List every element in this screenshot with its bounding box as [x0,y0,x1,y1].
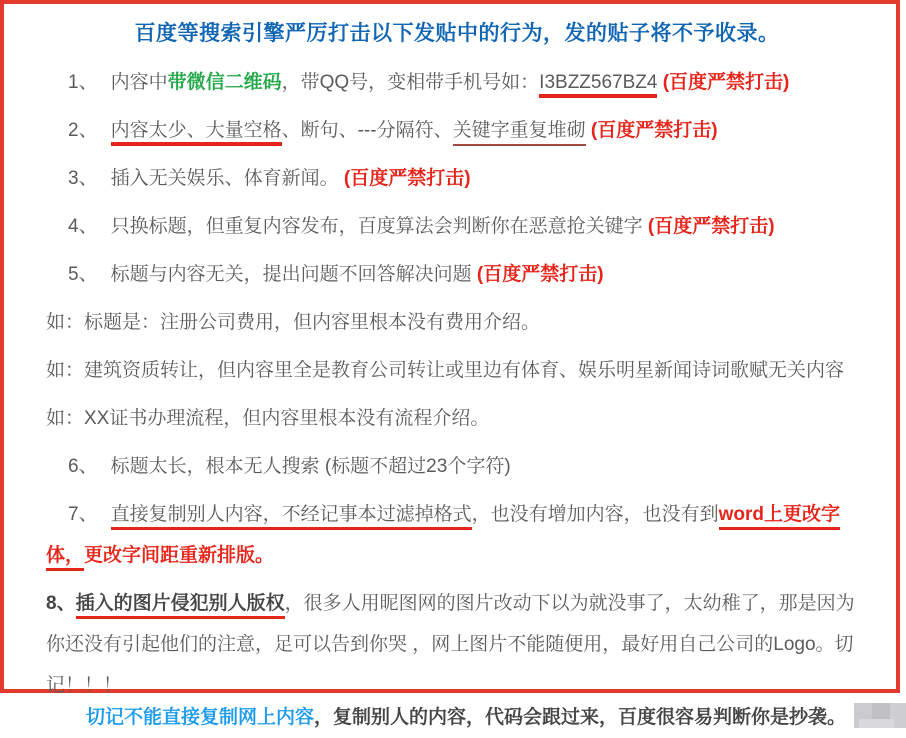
rule-2-warning-tag: (百度严禁打击) [585,120,718,141]
rule-2-underlined-phrase: 内容太少、大量空格 [111,120,282,146]
rule-item-6 [46,446,868,487]
rule-8-text: ，很多人用昵图网的图片改动下以为就没事了，太幼稚了，那是因为你还没有引起他们的注意，足可以告到你哭 ，网上图片不能随便用，最好用自己公司的Logo。切记！！！ [46,593,855,696]
rule-item-5 [46,254,868,295]
rule-6-number: 6、 [68,456,98,477]
rule-8-bold-underlined-phrase: 插入的图片侵犯别人版权 [76,593,285,619]
footer-blue-phrase: 切记不能直接复制网上内容 [86,707,315,728]
rule-item-7 [46,494,868,576]
rule-4-warning-tag: (百度严禁打击) [642,216,775,237]
rule-8-number: 8、 [46,593,76,614]
rule-item-3 [46,158,868,199]
rule-7-red-underlined-phrase: word上更改字体， [46,504,840,571]
rule-item-8 [46,583,868,706]
example-line-3: 如：XX证书办理流程，但内容里根本没有流程介绍。 [46,408,490,429]
rule-item-2 [46,110,868,151]
rule-2-underlined-keyword: 关键字重复堆砌 [453,120,586,146]
example-line-2: 如：建筑资质转让，但内容里全是教育公司转让或里边有体育、娱乐明星新闻诗词歌赋无关内容 [46,360,845,381]
rule-1-number: 1、 [68,72,98,93]
rule-item-4 [46,206,868,247]
rule-2-number: 2、 [68,120,98,141]
rule-2-text-mid: 、断句、---分隔符、 [281,120,453,141]
footer-warning [46,697,868,738]
rule-6-text: 标题太长，根本无人搜索 (标题不超过23个字符) [110,456,511,477]
example-line-1: 如：标题是：注册公司费用，但内容里根本没有费用介绍。 [46,312,541,333]
rule-1-underlined-code: I3BZZ567BZ4 [539,72,657,98]
rule-4-number: 4、 [68,216,98,237]
rule-1-text: 内容中 [110,72,168,93]
rule-7-number: 7、 [68,504,98,525]
rule-5-warning-tag: (百度严禁打击) [471,264,604,285]
notice-title: 百度等搜索引擎严厉打击以下发贴中的行为，发的贴子将不予收录。 [134,22,780,45]
footer-bold-text: ，复制别人的内容，代码会跟过来，百度很容易判断你是抄袭。 [314,707,847,728]
rule-7-red-text: 更改字间距重新排版。 [84,545,275,566]
rule-5-number: 5、 [68,264,98,285]
rule-7-text-mid: ，也没有增加内容，也没有到 [471,504,719,525]
rule-1-warning-tag: (百度严禁打击) [657,72,790,93]
rule-3-text: 插入无关娱乐、体育新闻。 [110,168,339,189]
rule-1-green-highlight: 带微信二维码 [167,72,282,93]
rule-4-text: 只换标题，但重复内容发布，百度算法会判断你在恶意抢关键字 [110,216,643,237]
rule-1-text-mid: ，带QQ号，变相带手机号如： [281,72,540,93]
blurred-watermark [854,703,906,728]
rule-7-underlined-phrase: 直接复制别人内容，不经记事本过滤掉格式 [111,504,472,530]
rule-3-number: 3、 [68,168,98,189]
rule-3-warning-tag: (百度严禁打击) [338,168,471,189]
rule-5-text: 标题与内容无关，提出问题不回答解决问题 [110,264,472,285]
rule-item-1 [46,62,868,103]
